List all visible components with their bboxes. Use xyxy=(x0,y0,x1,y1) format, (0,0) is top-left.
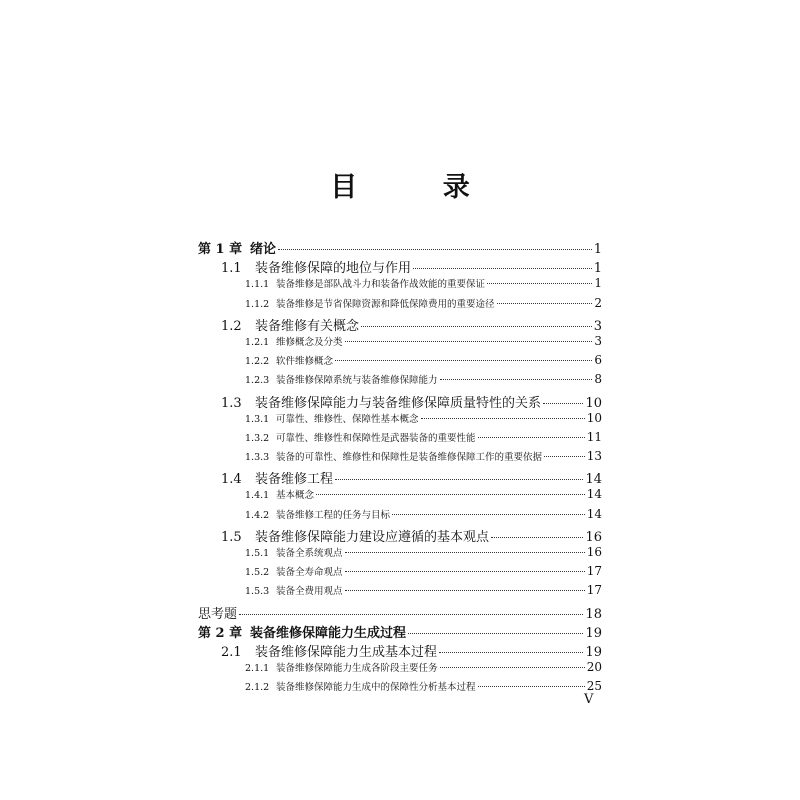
toc-section-row xyxy=(198,392,602,411)
page-number: V xyxy=(584,692,594,707)
dot-leader xyxy=(478,437,585,438)
toc-section-row xyxy=(198,526,602,545)
dot-leader xyxy=(361,326,592,327)
toc-entry-page: 19 xyxy=(585,644,602,660)
toc-entry-number: 2.1.1 xyxy=(245,663,270,675)
toc-entry-title: 装备维修保障的地位与作用 xyxy=(255,261,412,277)
dot-leader xyxy=(316,494,585,495)
dot-leader xyxy=(345,341,593,342)
toc-section-row xyxy=(198,334,602,353)
toc-entry-number: 2.1 xyxy=(221,644,242,660)
toc-section-row xyxy=(198,487,602,506)
toc-section-row xyxy=(198,679,602,698)
toc-entry-number: 1.2.1 xyxy=(245,336,270,348)
toc-entry-page: 25 xyxy=(586,679,602,694)
toc-entry-number: 第 2 章 xyxy=(198,625,243,641)
toc-entry-page: 14 xyxy=(586,487,602,502)
toc-entry-page: 17 xyxy=(586,564,602,579)
toc-entry-number: 1.4.1 xyxy=(245,490,270,502)
toc-section-row xyxy=(198,257,602,276)
toc-entry-title: 思考题 xyxy=(198,606,238,622)
toc-entry-number: 1.1.2 xyxy=(245,298,270,310)
toc-entry-page: 20 xyxy=(586,660,602,675)
toc-entry-title: 装备维修工程 xyxy=(255,472,334,488)
toc-entry-number: 1.2 xyxy=(221,318,242,334)
toc-entry-title: 装备维修保障能力生成过程 xyxy=(250,625,407,641)
toc-section-row xyxy=(198,564,602,583)
toc-entry-page: 10 xyxy=(586,410,602,425)
dot-leader xyxy=(440,667,585,668)
toc-entry-page: 18 xyxy=(585,606,602,622)
toc-entry-number: 2.1.2 xyxy=(245,682,270,694)
toc-entry-page: 19 xyxy=(585,625,602,641)
toc-section-row xyxy=(198,545,602,564)
toc-entry-title: 装备维修保障能力生成各阶段主要任务 xyxy=(276,663,438,675)
toc-section-row xyxy=(198,372,602,391)
toc-entry-page: 1 xyxy=(594,276,602,291)
toc-entry-page: 1 xyxy=(593,261,602,277)
toc-section-row xyxy=(198,296,602,315)
dot-leader xyxy=(239,614,583,615)
toc-entry-title: 装备全费用观点 xyxy=(276,586,343,598)
toc-entry-number: 1.4 xyxy=(221,472,242,488)
toc-section-row xyxy=(198,660,602,679)
toc-misc-row xyxy=(198,603,602,622)
dot-leader xyxy=(413,268,592,269)
toc-entry-number: 1.5.3 xyxy=(245,586,270,598)
dot-leader xyxy=(497,303,593,304)
toc-entry-page: 14 xyxy=(586,506,602,521)
toc-entry-number: 1.3.3 xyxy=(245,452,270,464)
toc-entry-title: 装备维修工程的任务与目标 xyxy=(276,509,391,521)
dot-leader xyxy=(421,418,585,419)
toc-section-row xyxy=(198,507,602,526)
dot-leader xyxy=(345,552,585,553)
dot-leader xyxy=(392,514,585,515)
toc-entry-number: 第 1 章 xyxy=(198,242,243,257)
toc-entry-page: 8 xyxy=(594,372,602,387)
toc-entry-page: 1 xyxy=(593,242,602,257)
toc-entry-title: 可靠性、维修性、保障性基本概念 xyxy=(276,413,419,425)
toc-entry-page: 16 xyxy=(585,529,602,545)
dot-leader xyxy=(478,686,585,687)
dot-leader xyxy=(335,479,583,480)
toc-section-row xyxy=(198,641,602,660)
toc-entry-number: 1.2.3 xyxy=(245,375,270,387)
toc-entry-title: 装备维修保障能力建设应遵循的基本观点 xyxy=(255,529,490,545)
toc-entry-title: 基本概念 xyxy=(276,490,315,502)
toc-entry-page: 3 xyxy=(594,333,602,348)
toc-section-row xyxy=(198,468,602,487)
toc-entry-title: 装备维修保障能力生成基本过程 xyxy=(255,644,438,660)
table-of-contents xyxy=(198,238,602,699)
toc-entry-title: 软件维修概念 xyxy=(276,356,334,368)
dot-leader xyxy=(543,403,583,404)
dot-leader xyxy=(439,652,583,653)
toc-section-row xyxy=(198,411,602,430)
toc-section-row xyxy=(198,430,602,449)
toc-entry-number: 1.3 xyxy=(221,395,242,411)
dot-leader xyxy=(345,590,585,591)
toc-section-row xyxy=(198,583,602,602)
toc-entry-number: 1.1 xyxy=(221,261,242,277)
toc-section-row xyxy=(198,353,602,372)
dot-leader xyxy=(345,571,585,572)
toc-entry-number: 1.2.2 xyxy=(245,356,270,368)
dot-leader xyxy=(278,249,592,250)
dot-leader xyxy=(544,456,585,457)
toc-entry-page: 6 xyxy=(594,353,602,368)
toc-entry-title: 装备维修保障能力与装备维修保障质量特性的关系 xyxy=(255,395,542,411)
toc-entry-title: 装备全寿命观点 xyxy=(276,567,343,579)
toc-entry-title: 装备维修保障能力生成中的保障性分析基本过程 xyxy=(276,682,476,694)
toc-entry-title: 装备维修有关概念 xyxy=(255,318,360,334)
dot-leader xyxy=(408,633,583,634)
dot-leader xyxy=(440,379,593,380)
toc-entry-title: 装备维修是节省保障资源和降低保障费用的重要途径 xyxy=(276,298,495,310)
toc-entry-number: 1.5 xyxy=(221,529,242,545)
toc-entry-page: 13 xyxy=(586,449,602,464)
toc-entry-page: 17 xyxy=(586,583,602,598)
toc-entry-title: 装备全系统观点 xyxy=(276,548,343,559)
dot-leader xyxy=(335,360,592,361)
toc-entry-title: 可靠性、维修性和保障性是武器装备的重要性能 xyxy=(276,432,476,444)
toc-entry-number: 1.3.2 xyxy=(245,432,270,444)
dot-leader xyxy=(491,537,583,538)
toc-entry-title: 绪论 xyxy=(250,242,277,257)
toc-entry-page: 16 xyxy=(586,545,602,559)
toc-chapter-row xyxy=(198,238,602,257)
toc-section-row xyxy=(198,276,602,295)
toc-entry-page: 10 xyxy=(585,395,602,411)
toc-entry-title: 装备维修是部队战斗力和装备作战效能的重要保证 xyxy=(276,279,486,291)
toc-entry-title: 装备的可靠性、维修性和保障性是装备维修保障工作的重要依据 xyxy=(276,452,543,464)
toc-section-row xyxy=(198,449,602,468)
toc-entry-number: 1.5.1 xyxy=(245,548,270,559)
dot-leader xyxy=(487,283,592,284)
toc-entry-page: 3 xyxy=(593,318,602,334)
toc-entry-number: 1.4.2 xyxy=(245,509,270,521)
toc-entry-page: 14 xyxy=(585,472,602,488)
toc-entry-number: 1.1.1 xyxy=(245,279,270,291)
toc-entry-number: 1.3.1 xyxy=(245,413,270,425)
toc-entry-number: 1.5.2 xyxy=(245,567,270,579)
toc-chapter-row xyxy=(198,622,602,641)
toc-entry-title: 维修概念及分类 xyxy=(276,336,343,348)
toc-entry-page: 11 xyxy=(586,429,602,444)
toc-section-row xyxy=(198,315,602,334)
page-title: 目 录 xyxy=(330,172,508,203)
toc-entry-title: 装备维修保障系统与装备维修保障能力 xyxy=(276,375,438,387)
toc-entry-page: 2 xyxy=(594,295,602,310)
